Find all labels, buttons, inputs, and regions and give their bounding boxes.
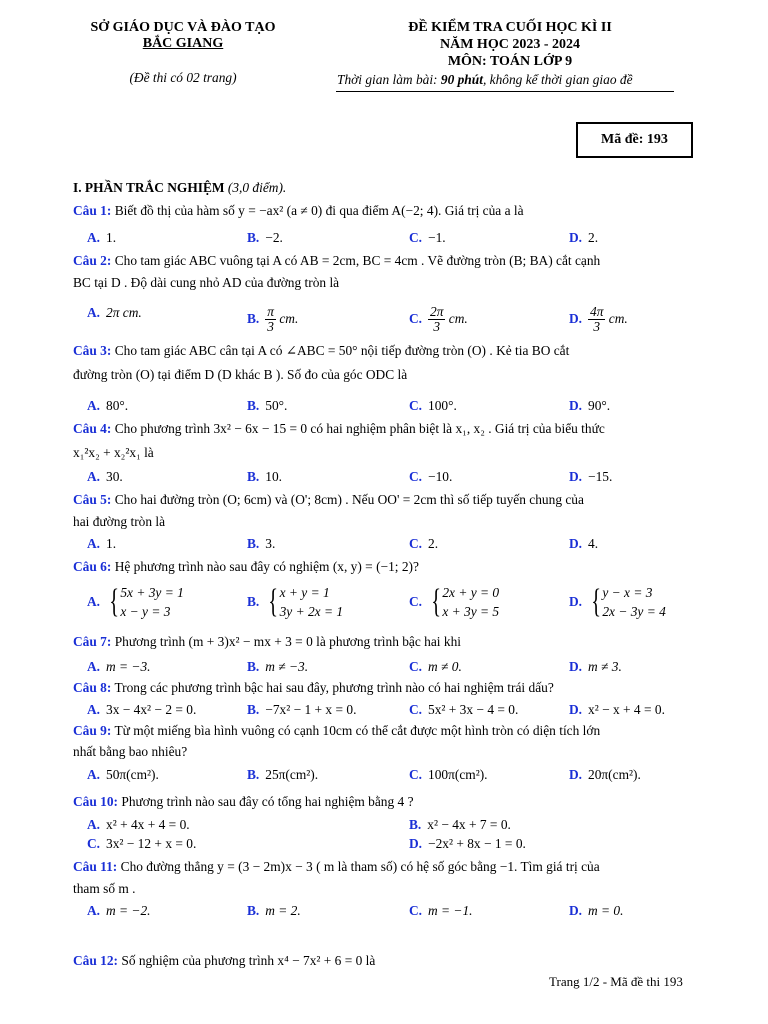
q4-option-a[interactable]: A. 30. <box>87 469 123 484</box>
q3-option-c[interactable]: C. 100°. <box>409 398 457 413</box>
question-5-cont: hai đường tròn là <box>73 514 166 529</box>
q9-option-a[interactable]: A. 50π(cm²). <box>87 767 159 782</box>
fraction: $\frac{4\pi}{3}$ <box>590 304 604 335</box>
q8-option-c[interactable]: C. 5x² + 3x − 4 = 0. <box>409 702 519 717</box>
question-3: Câu 3: Cho tam giác ABC cân tại A có ∠ABC = 50° nội tiếp đường tròn (O) . Kẻ tia BO cắt <box>73 343 570 358</box>
q4-option-d[interactable]: D. −15. <box>569 469 613 484</box>
q6-option-b[interactable]: B. { x + y = 1 3y + 2x = 1 <box>247 583 344 621</box>
question-10: Câu 10: Phương trình nào sau đây có tổng hai nghiệm bằng 4 ? <box>73 794 414 809</box>
equation-system: { x + y = 1 3y + 2x = 1 <box>268 583 344 621</box>
fraction: $\frac{2\pi}{3}$ <box>430 304 444 335</box>
question-2: Câu 2: Cho tam giác ABC vuông tại A có AB = 2cm, BC = 4cm . Vẽ đường tròn (B; BA) cắt cạnh <box>73 253 601 268</box>
page-footer: Trang 1/2 - Mã đề thi 193 <box>549 974 683 989</box>
q10-option-b[interactable]: B. x² − 4x + 7 = 0. <box>409 817 511 832</box>
question-7: Câu 7: Phương trình (m + 3)x² − mx + 3 = 0 là phương trình bậc hai khi <box>73 634 461 649</box>
q5-option-a[interactable]: A. 1. <box>87 536 117 551</box>
q7-option-c[interactable]: C. m ≠ 0. <box>409 659 462 674</box>
q11-option-a[interactable]: A. m = −2. <box>87 903 151 918</box>
q1-option-b[interactable]: B. −2. <box>247 230 283 245</box>
q8-option-d[interactable]: D. x² − x + 4 = 0. <box>569 702 665 717</box>
equation-system: { 5x + 3y = 1 x − y = 3 <box>109 583 184 621</box>
question-12: Câu 12: Số nghiệm của phương trình x⁴ − 7x² + 6 = 0 là <box>73 953 376 968</box>
q9-option-b[interactable]: B. 25π(cm²). <box>247 767 319 782</box>
question-6: Câu 6: Hệ phương trình nào sau đây có nghiệm (x, y) = (−1; 2)? <box>73 559 419 574</box>
q4-option-c[interactable]: C. −10. <box>409 469 453 484</box>
question-11: Câu 11: Cho đường thẳng y = (3 − 2m)x − 3 ( m là tham số) có hệ số góc bằng −1. Tìm giá trị của <box>73 859 600 874</box>
q10-option-a[interactable]: A. x² + 4x + 4 = 0. <box>87 817 190 832</box>
q11-option-d[interactable]: D. m = 0. <box>569 903 624 918</box>
q8-option-a[interactable]: A. 3x − 4x² − 2 = 0. <box>87 702 197 717</box>
q8-option-b[interactable]: B. −7x² − 1 + x = 0. <box>247 702 357 717</box>
q2-option-d[interactable]: D. $\frac{4\pi}{3}$ cm. <box>569 304 628 335</box>
question-4: Câu 4: Cho phương trình 3x² − 6x − 15 = 0 có hai nghiệm phân biệt là x₁, x₂ . Giá trị của biểu thức <box>73 421 605 436</box>
department-name: SỞ GIÁO DỤC VÀ ĐÀO TẠO <box>90 20 276 35</box>
q7-option-d[interactable]: D. m ≠ 3. <box>569 659 622 674</box>
question-3-cont: đường tròn (O) tại điểm D (D khác B ). Số đo của góc ODC là <box>73 367 408 382</box>
equation-system: { y − x = 3 2x − 3y = 4 <box>591 583 666 621</box>
q4-option-b[interactable]: B. 10. <box>247 469 283 484</box>
q1-option-a[interactable]: A. 1. <box>87 230 117 245</box>
fraction: $\frac{\pi}{3}$ <box>267 304 274 335</box>
q2-option-c[interactable]: C. $\frac{2\pi}{3}$ cm. <box>409 304 468 335</box>
q2-option-b[interactable]: B. $\frac{\pi}{3}$ cm. <box>247 304 299 335</box>
question-8: Câu 8: Trong các phương trình bậc hai sau đây, phương trình nào có hai nghiệm trái dấu? <box>73 680 554 695</box>
q2-option-a[interactable]: A. 2π cm. <box>87 305 142 320</box>
q6-option-c[interactable]: C. { 2x + y = 0 x + 3y = 5 <box>409 583 500 621</box>
exam-code-box <box>576 122 693 158</box>
q9-option-d[interactable]: D. 20π(cm²). <box>569 767 641 782</box>
section-title: I. PHẦN TRẮC NGHIỆM (3,0 điểm). <box>73 180 287 195</box>
time-limit: Thời gian làm bài: 90 phút, không kể thời gian giao đề <box>337 72 633 87</box>
q3-option-a[interactable]: A. 80°. <box>87 398 129 413</box>
question-5: Câu 5: Cho hai đường tròn (O; 6cm) và (O'; 8cm) . Nếu OO' = 2cm thì số tiếp tuyến chung của <box>73 492 584 507</box>
question-9-cont: nhất bằng bao nhiêu? <box>73 744 188 759</box>
q5-option-d[interactable]: D. 4. <box>569 536 599 551</box>
q3-option-d[interactable]: D. 90°. <box>569 398 611 413</box>
school-year: NĂM HỌC 2023 - 2024 <box>440 37 580 52</box>
pages-note: (Đề thi có 02 trang) <box>129 70 237 85</box>
exam-title: ĐỀ KIỂM TRA CUỐI HỌC KÌ II <box>408 20 612 35</box>
question-1: Câu 1: Biết đồ thị của hàm số y = −ax² (a ≠ 0) đi qua điểm A(−2; 4). Giá trị của a là <box>73 203 524 218</box>
q3-option-b[interactable]: B. 50°. <box>247 398 288 413</box>
q1-option-c[interactable]: C. −1. <box>409 230 446 245</box>
q5-option-b[interactable]: B. 3. <box>247 536 276 551</box>
subject: MÔN: TOÁN LỚP 9 <box>447 54 573 69</box>
q1-option-d[interactable]: D. 2. <box>569 230 599 245</box>
q9-option-c[interactable]: C. 100π(cm²). <box>409 767 488 782</box>
question-2-cont: BC tại D . Độ dài cung nhỏ AD của đường tròn là <box>73 275 340 290</box>
q10-option-c[interactable]: C. 3x² − 12 + x = 0. <box>87 836 197 851</box>
q11-option-c[interactable]: C. m = −1. <box>409 903 473 918</box>
q6-option-a[interactable]: A. { 5x + 3y = 1 x − y = 3 <box>87 583 184 621</box>
exam-code: Mã đề: 193 <box>601 132 668 147</box>
equation-system: { 2x + y = 0 x + 3y = 5 <box>431 583 500 621</box>
header-underline <box>336 91 674 92</box>
question-9: Câu 9: Từ một miếng bìa hình vuông có cạnh 10cm có thể cắt được một hình tròn có diện tích lớn <box>73 723 601 738</box>
q7-option-b[interactable]: B. m ≠ −3. <box>247 659 309 674</box>
q7-option-a[interactable]: A. m = −3. <box>87 659 151 674</box>
q11-option-b[interactable]: B. m = 2. <box>247 903 301 918</box>
q6-option-d[interactable]: D. { y − x = 3 2x − 3y = 4 <box>569 583 666 621</box>
province-name: BẮC GIANG <box>142 36 224 51</box>
question-4-cont: x₁²x₂ + x₂²x₁ là <box>73 445 154 460</box>
q10-option-d[interactable]: D. −2x² + 8x − 1 = 0. <box>409 836 526 851</box>
q5-option-c[interactable]: C. 2. <box>409 536 439 551</box>
question-11-cont: tham số m . <box>73 881 136 896</box>
